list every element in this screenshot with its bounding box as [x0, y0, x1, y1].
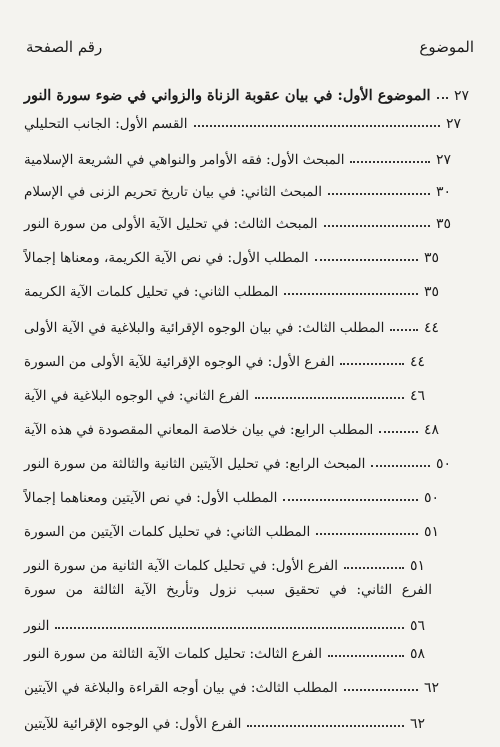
toc-entry-page: ٥٨	[410, 646, 426, 662]
toc-entry-page: ٦٢	[410, 716, 426, 732]
leader-dots	[340, 363, 404, 365]
toc-entry-page: ٢٧	[454, 88, 470, 104]
toc-entry-title: الفرع الأول: في الوجوه الإقرائية للآية الأولى من السورة	[24, 354, 335, 370]
page-number-column-header: رقم الصفحة	[26, 38, 103, 56]
toc-entry-title: المبحث الثالث: في تحليل الآية الأولى من سورة النور	[24, 216, 318, 232]
leader-dots	[283, 499, 418, 501]
toc-entry-title: الفرع الأول: في الوجوه الإقرائية للآيتين	[24, 716, 242, 732]
toc-entry-title: المطلب الثالث: في بيان أوجه القراءة والبلاغة في الآيتين	[24, 680, 338, 696]
toc-entry	[24, 514, 446, 540]
toc-entry-continuation	[24, 608, 432, 634]
toc-entry-page: ٣٠	[436, 184, 452, 200]
leader-dots	[344, 567, 404, 569]
toc-entry-title: المطلب الأول: في نص الآية الكريمة، ومعناها إجمالاً	[24, 250, 309, 266]
toc-entry	[24, 446, 458, 472]
leader-dots	[315, 259, 418, 261]
leader-dots	[371, 465, 430, 467]
toc-entry-page: ٢٧	[436, 152, 452, 168]
toc-entry-title: المطلب الأول: في نص الآيتين ومعناهما إجمالاً	[24, 490, 278, 506]
toc-entry-page: ٣٥	[424, 284, 440, 300]
toc-entry-title: القسم الأول: الجانب التحليلي	[24, 116, 188, 132]
toc-entry-title: الموضوع الأول: في بيان عقوبة الزناة والزواني في ضوء سورة النور	[24, 87, 431, 104]
toc-entry	[24, 378, 432, 404]
toc-entry-page: ٥٠	[436, 456, 452, 472]
leader-dots	[247, 725, 404, 727]
leader-dots	[316, 533, 418, 535]
toc-entry-page: ٦٢	[424, 680, 440, 696]
toc-entry-title: المطلب الثاني: في تحليل كلمات الآية الكريمة	[24, 284, 279, 300]
toc-entry-page: ٤٨	[424, 422, 440, 438]
toc-entry	[24, 240, 446, 266]
leader-dots	[255, 397, 404, 399]
toc-entry	[24, 548, 432, 574]
toc-entry-title: المطلب الرابع: في بيان خلاصة المعاني المقصودة في هذه الآية	[24, 422, 374, 438]
toc-entry-title: المبحث الأول: فقه الأوامر والنواهي في الشريعة الإسلامية	[24, 152, 345, 168]
toc-entry	[24, 582, 476, 598]
toc-entry	[24, 636, 432, 662]
toc-entry	[24, 412, 446, 438]
leader-dots	[328, 655, 404, 657]
leader-dots	[437, 97, 448, 99]
leader-dots	[284, 293, 418, 295]
toc-entry-page: ٤٤	[410, 354, 426, 370]
toc-entry-page: ٣٥	[424, 250, 440, 266]
toc-entry	[24, 174, 458, 200]
toc-entry-title: الفرع الأول: في تحليل كلمات الآية الثانية من سورة النور	[24, 558, 338, 574]
toc-entry	[24, 78, 476, 104]
toc-entry-title: الفرع الثاني: في تحقيق سبب نزول وتأريخ الآية الثالثة من سورة	[24, 582, 432, 598]
toc-entry	[24, 670, 446, 696]
leader-dots	[390, 329, 418, 331]
leader-dots	[194, 125, 440, 127]
leader-dots	[379, 431, 418, 433]
topic-column-header: الموضوع	[419, 38, 474, 56]
toc-entry	[24, 344, 432, 370]
toc-entry-page: ٥١	[424, 524, 440, 540]
toc-entry-page: ٤٤	[424, 320, 440, 336]
toc-entry	[24, 106, 468, 132]
toc-entry-page: ٢٧	[446, 116, 462, 132]
toc-entry-page: ٤٦	[410, 388, 426, 404]
toc-entry-title: المبحث الثاني: في بيان تاريخ تحريم الزنى في الإسلام	[24, 184, 322, 200]
leader-dots	[324, 225, 430, 227]
toc-entry	[24, 274, 446, 300]
toc-entry-page: ٥١	[410, 558, 426, 574]
toc-entry	[24, 706, 432, 732]
toc-entry-page: ٥٠	[424, 490, 440, 506]
toc-entry	[24, 206, 458, 232]
leader-dots	[328, 193, 430, 195]
toc-entry-page: ٥٦	[410, 618, 426, 634]
toc-entry-page: ٣٥	[436, 216, 452, 232]
toc-entry-title: المبحث الرابع: في تحليل الآيتين الثانية والثالثة من سورة النور	[24, 456, 366, 472]
leader-dots	[350, 161, 430, 163]
toc-entry	[24, 142, 458, 168]
toc-entry-title: الفرع الثالث: تحليل كلمات الآية الثالثة من سورة النور	[24, 646, 322, 662]
toc-entry-title: الفرع الثاني: في الوجوه البلاغية في الآية	[24, 388, 250, 404]
toc-entry	[24, 310, 446, 336]
leader-dots	[55, 627, 404, 629]
toc-entry	[24, 480, 446, 506]
toc-entry-title-continuation: النور	[24, 618, 50, 634]
toc-entry-title: المطلب الثاني: في تحليل كلمات الآيتين من السورة	[24, 524, 311, 540]
toc-entry-title: المطلب الثالث: في بيان الوجوه الإقرائية والبلاغية في الآية الأولى	[24, 320, 385, 336]
leader-dots	[344, 689, 418, 691]
